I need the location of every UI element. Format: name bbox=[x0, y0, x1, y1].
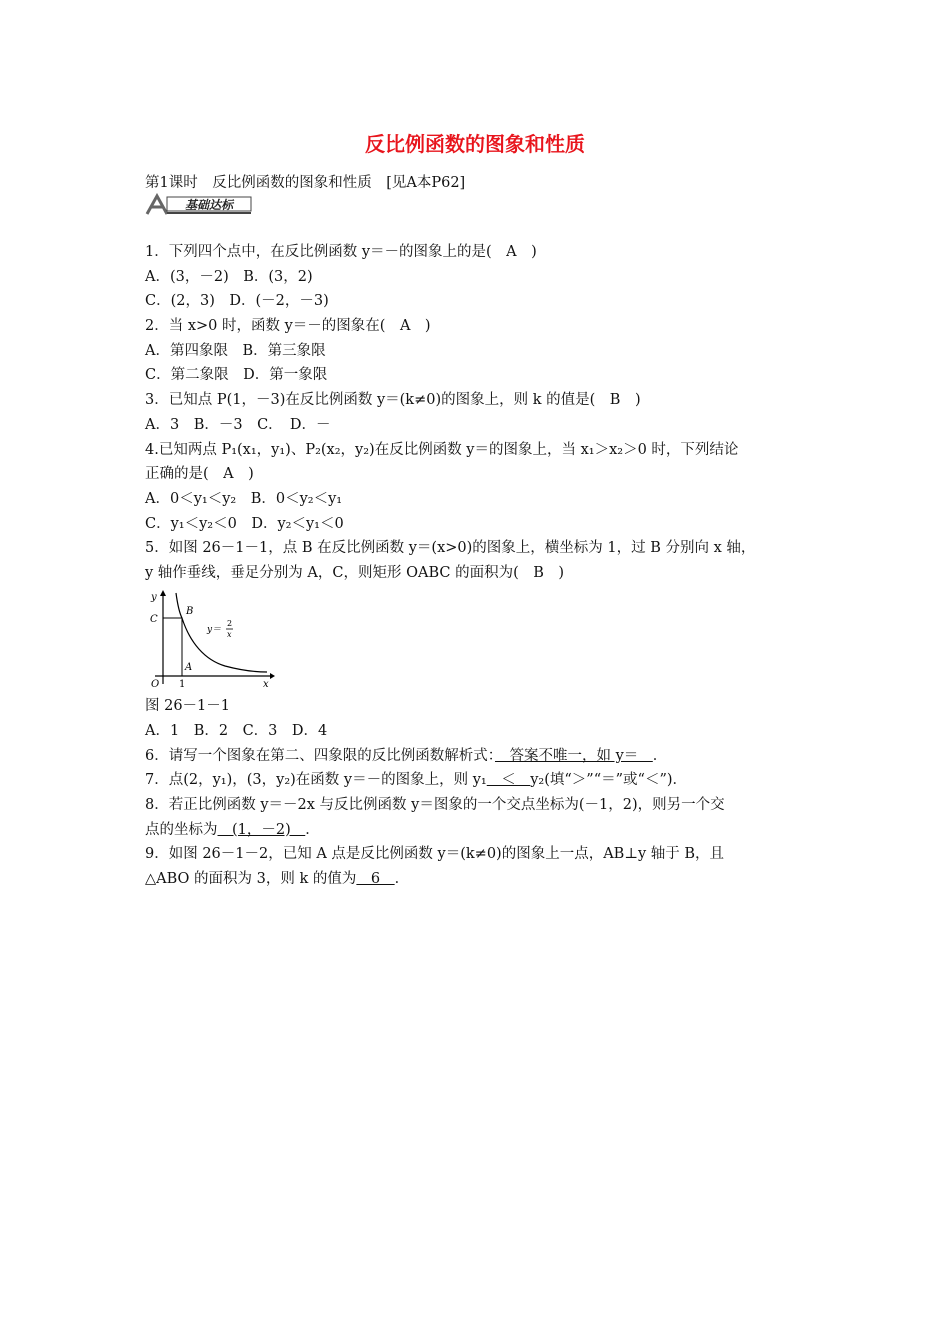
question-9-line1: 9．如图 26－1－2，已知 A 点是反比例函数 y＝(k≠0)的图象上一点，AB⊥y 轴于 B，且 bbox=[145, 846, 725, 863]
option-line: A．1 B．2 C．3 D．4 bbox=[145, 723, 328, 740]
basic-level-badge bbox=[145, 193, 253, 215]
tick-one-label: 1 bbox=[179, 678, 186, 688]
q7-end: y₂(填“＞”“＝”或“＜”)． bbox=[530, 772, 688, 789]
q9-text: △ABO 的面积为 3，则 k 的值为 bbox=[145, 871, 357, 888]
option-line: C．y₁＜y₂＜0 D．y₂＜y₁＜0 bbox=[145, 515, 344, 532]
q6-answer: 答案不唯一，如 y＝ bbox=[494, 747, 653, 764]
question-line: 正确的是( A ) bbox=[145, 466, 254, 483]
question-line: 5．如图 26－1－1，点 B 在反比例函数 y＝(x>0)的图象上，横坐标为 1，过 B 分别向 x 轴， bbox=[145, 540, 756, 557]
function-denominator: x bbox=[227, 629, 232, 639]
question-line: 4.已知两点 P₁(x₁，y₁)、P₂(x₂，y₂)在反比例函数 y＝的图象上，当 x₁＞x₂＞0 时，下列结论 bbox=[145, 441, 739, 458]
q7-answer: ＜ bbox=[486, 772, 531, 789]
badge-label: 基础达标 bbox=[184, 198, 234, 212]
q8-text: 点的坐标为 bbox=[145, 821, 218, 838]
origin-label: O bbox=[151, 678, 160, 688]
q6-end: ． bbox=[652, 747, 668, 764]
q7-text: 7．点(2，y₁)，(3，y₂)在函数 y＝－的图象上，则 y₁ bbox=[145, 772, 487, 789]
option-line: C．(2，3) D．(－2，－3) bbox=[145, 293, 329, 310]
option-line: A．第四象限 B．第三象限 bbox=[145, 342, 326, 359]
question-8-line2 bbox=[145, 818, 815, 843]
question-line: 3．已知点 P(1，－3)在反比例函数 y＝(k≠0)的图象上，则 k 的值是( B ) bbox=[145, 392, 641, 409]
option-line: C．第二象限 D．第一象限 bbox=[145, 367, 328, 384]
figure-26-1-1 bbox=[145, 588, 275, 688]
q6-text: 6．请写一个图象在第二、四象限的反比例函数解析式： bbox=[145, 747, 495, 764]
point-c-label: C bbox=[150, 613, 158, 625]
question-list bbox=[145, 240, 815, 892]
q8-end: ． bbox=[305, 821, 320, 838]
question-line: y 轴作垂线，垂足分别为 A，C，则矩形 OABC 的面积为( B ) bbox=[145, 564, 565, 581]
option-line: A．3 B．－3 C． D．－ bbox=[145, 416, 331, 433]
function-label: y＝ bbox=[207, 624, 222, 635]
point-a-label: A bbox=[185, 661, 193, 673]
point-b-label: B bbox=[186, 605, 194, 617]
question-line: 2．当 x>0 时，函数 y＝－的图象在( A ) bbox=[145, 318, 431, 335]
lesson-subtitle: 第1课时 反比例函数的图象和性质 [见A本P62] bbox=[145, 175, 466, 191]
question-8-line1: 8．若正比例函数 y＝－2x 与反比例函数 y＝图象的一个交点坐标为(－1，2)，则另一个交 bbox=[145, 797, 725, 814]
y-axis-label: y bbox=[151, 591, 157, 603]
question-7 bbox=[145, 768, 815, 793]
option-line: A．0＜y₁＜y₂ B．0＜y₂＜y₁ bbox=[145, 490, 343, 507]
figure-caption: 图 26－1－1 bbox=[145, 698, 231, 715]
function-numerator: 2 bbox=[227, 618, 233, 628]
option-line: A．(3，－2) B．(3，2) bbox=[145, 268, 313, 285]
page-title: 反比例函数的图象和性质 bbox=[365, 132, 585, 156]
question-6 bbox=[145, 744, 815, 769]
question-line: 1．下列四个点中，在反比例函数 y＝－的图象上的是( A ) bbox=[145, 244, 537, 260]
question-9-line2 bbox=[145, 867, 815, 892]
q8-answer: (1，－2) bbox=[217, 821, 306, 838]
q9-end: ． bbox=[394, 871, 410, 888]
q9-answer: 6 bbox=[356, 871, 395, 888]
x-axis-label: x bbox=[263, 678, 269, 688]
